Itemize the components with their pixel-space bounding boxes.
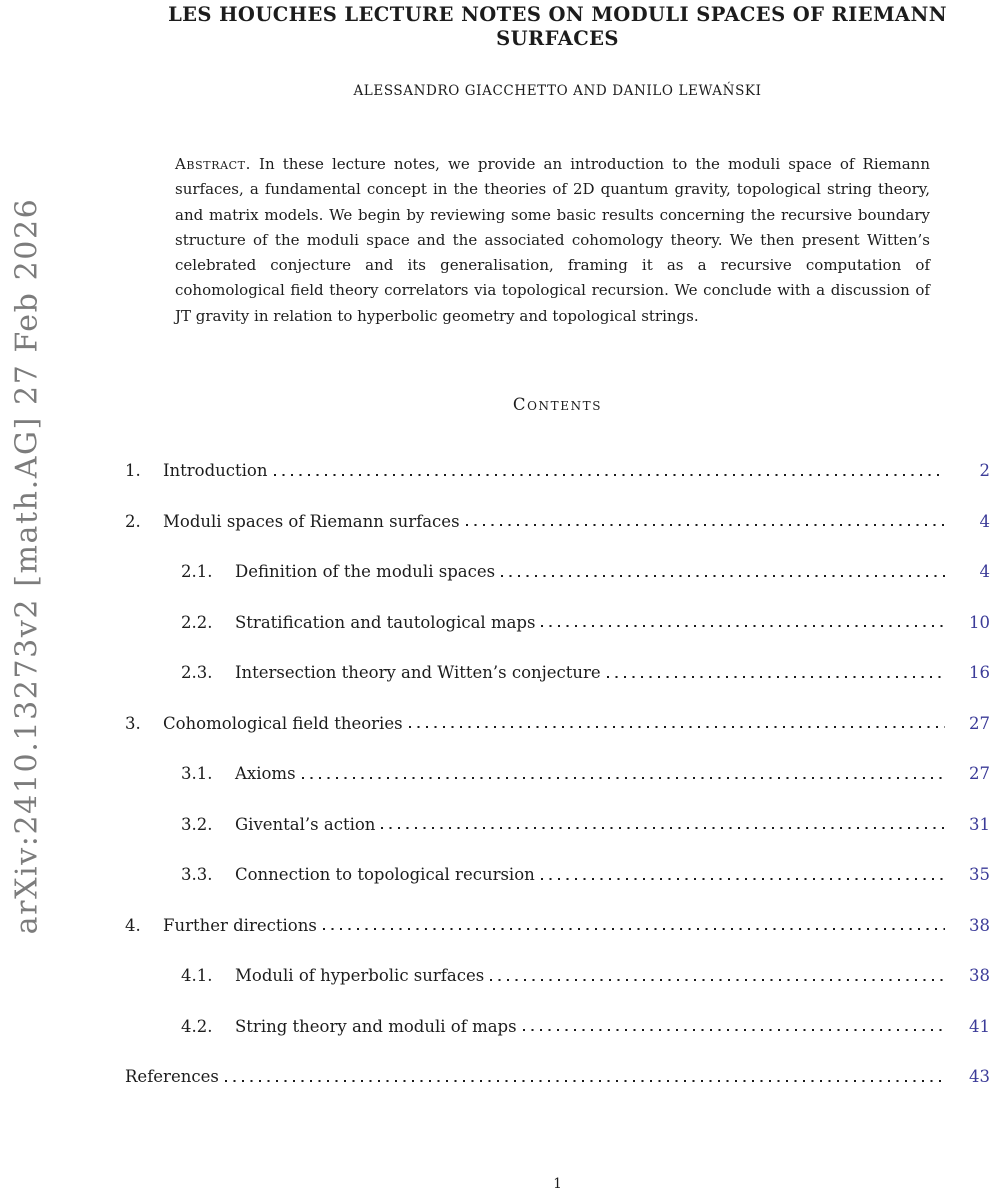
toc-row: [125, 1067, 990, 1118]
toc-section-number: 3.3.: [181, 865, 213, 885]
toc-leader-dots: [501, 573, 945, 577]
toc-page-link[interactable]: 43: [969, 1067, 990, 1087]
toc-row: [125, 461, 990, 512]
toc-entry-label: String theory and moduli of maps: [235, 1016, 517, 1036]
toc-section-number: 2.: [125, 511, 141, 531]
page-body: [125, 0, 990, 1118]
toc-leader-dots: [409, 725, 945, 729]
toc-leader-dots: [523, 1028, 945, 1032]
toc-row: [125, 562, 990, 613]
toc-leader-dots: [466, 523, 945, 527]
toc-page-link[interactable]: 38: [969, 966, 990, 986]
toc-entry-label: Givental’s action: [235, 814, 376, 834]
toc-row: [125, 815, 990, 866]
toc-page-link[interactable]: 4: [979, 511, 990, 531]
toc-page-link[interactable]: 35: [969, 865, 990, 885]
authors-line: ALESSANDRO GIACCHETTO AND DANILO LEWAŃSKI: [353, 83, 762, 99]
toc-row: [125, 663, 990, 714]
toc-section-number: 3.1.: [181, 764, 213, 784]
toc-row: [125, 865, 990, 916]
toc-page-link[interactable]: 27: [969, 713, 990, 733]
toc-row: [125, 966, 990, 1017]
toc-leader-dots: [541, 624, 945, 628]
toc-section-number: 2.1.: [181, 562, 213, 582]
toc-section-number: 2.2.: [181, 612, 213, 632]
toc-page-link[interactable]: 41: [969, 1016, 990, 1036]
toc-section-number: 3.: [125, 713, 141, 733]
abstract-text: In these lecture notes, we provide an introduction to the moduli space of Riemann surfaces, a fundamental concept in the theories of 2D quantum gravity, topological string theory, and matrix models. We begin by reviewing some basic results concerning the recursive boundary structure of the moduli space and the associated cohomology theory. We then present Witten’s celebrated conjecture and its generalisation, framing it as a recursive computation of cohomological field theory correlators via topological recursion. We conclude with a discussion of JT gravity in relation to hyperbolic geometry and topological strings.: [175, 155, 930, 325]
toc-entry-label: Stratification and tautological maps: [235, 612, 536, 632]
toc-entry-label: Further directions: [163, 915, 317, 935]
toc-leader-dots: [607, 674, 945, 678]
toc-entry-label: Cohomological field theories: [163, 713, 403, 733]
arxiv-watermark[interactable]: arXiv:2410.13273v2 [math.AG] 27 Feb 2026: [9, 197, 45, 935]
toc-row: [125, 1017, 990, 1068]
toc-section-number: 4.1.: [181, 966, 213, 986]
toc-entry-label: Introduction: [163, 461, 268, 481]
toc-row: [125, 613, 990, 664]
toc-row: [125, 916, 990, 967]
toc-entry-label: Axioms: [235, 764, 296, 784]
toc-row: [125, 714, 990, 765]
contents-heading: Contents: [512, 395, 603, 415]
toc-leader-dots: [381, 826, 945, 830]
toc-entry-label: Moduli spaces of Riemann surfaces: [163, 511, 460, 531]
toc-page-link[interactable]: 4: [979, 562, 990, 582]
toc-page-link[interactable]: 38: [969, 915, 990, 935]
toc-row: [125, 764, 990, 815]
toc-page-link[interactable]: 16: [969, 663, 990, 683]
toc-page-link[interactable]: 10: [969, 612, 990, 632]
toc-section-number: 4.: [125, 915, 141, 935]
table-of-contents: [125, 461, 990, 1118]
toc-row: [125, 512, 990, 563]
toc-page-link[interactable]: 27: [969, 764, 990, 784]
toc-page-link[interactable]: 2: [979, 461, 990, 481]
toc-leader-dots: [490, 977, 945, 981]
abstract-label: Abstract.: [175, 155, 251, 173]
toc-section-number: 2.3.: [181, 663, 213, 683]
toc-section-number: 1.: [125, 461, 141, 481]
toc-leader-dots: [274, 472, 946, 476]
toc-leader-dots: [302, 775, 945, 779]
toc-leader-dots: [541, 876, 945, 880]
toc-leader-dots: [323, 927, 945, 931]
toc-entry-label: Moduli of hyperbolic surfaces: [235, 966, 485, 986]
toc-entry-label: Connection to topological recursion: [235, 865, 535, 885]
paper-title: LES HOUCHES LECTURE NOTES ON MODULI SPACES OF RIEMANN SURFACES: [168, 3, 947, 50]
toc-section-number: 3.2.: [181, 814, 213, 834]
page-number: 1: [553, 1176, 562, 1192]
toc-entry-label: Definition of the moduli spaces: [235, 562, 496, 582]
toc-entry-label: References: [125, 1067, 219, 1087]
toc-leader-dots: [225, 1078, 945, 1082]
abstract: [175, 152, 930, 329]
toc-section-number: 4.2.: [181, 1016, 213, 1036]
toc-page-link[interactable]: 31: [969, 814, 990, 834]
toc-entry-label: Intersection theory and Witten’s conjecture: [235, 663, 601, 683]
